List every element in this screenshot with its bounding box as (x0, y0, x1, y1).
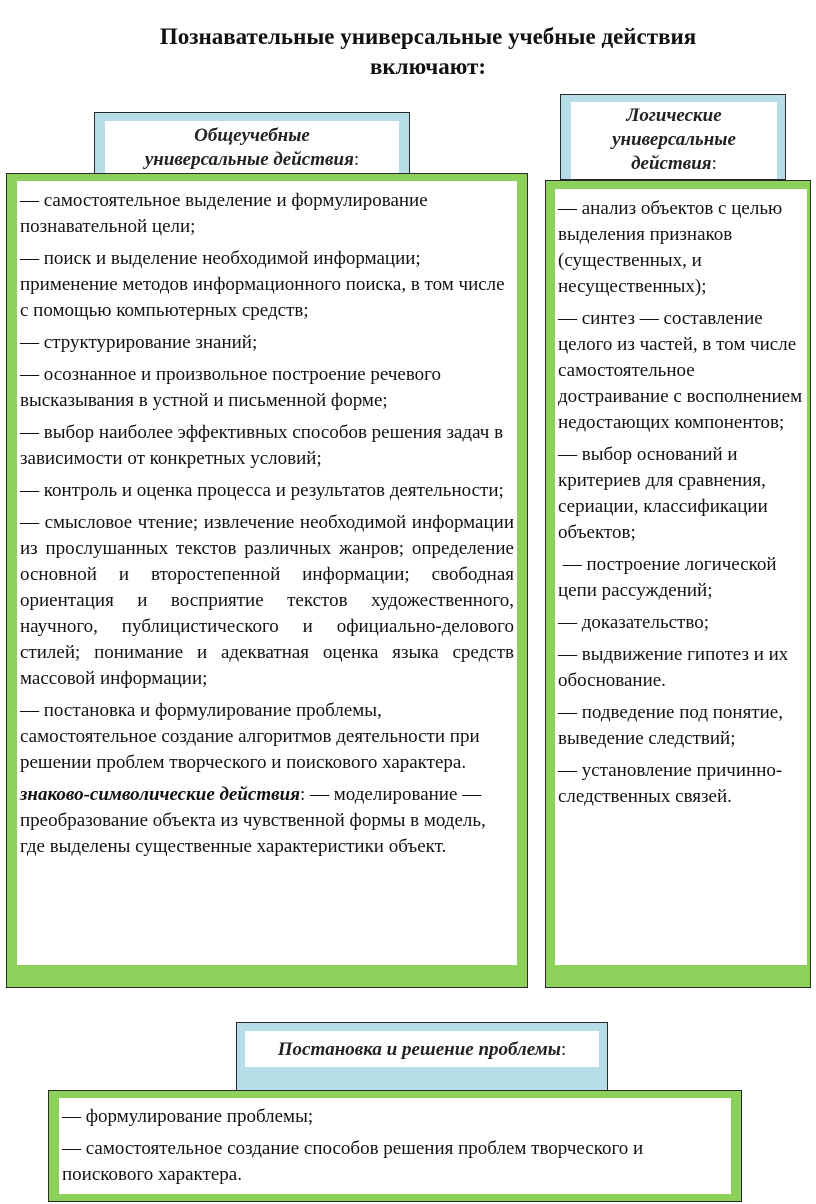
logical-actions-box (545, 180, 811, 988)
page-title-line1: Познавательные универсальные учебные действия (159, 24, 697, 49)
general-item-6: — контроль и оценка процесса и результатов деятельности; (20, 480, 504, 501)
logical-item-3: — выбор оснований и критериев для сравнения, сериации, классификации объектов; (558, 444, 768, 543)
page-title (0, 22, 816, 82)
general-item-5: — выбор наиболее эффективных способов решения задач в зависимости от конкретных условий; (20, 422, 504, 469)
general-actions-header (94, 112, 410, 176)
sign-actions-label: знаково-символические действия (20, 784, 300, 805)
logical-header-line1: Логические (626, 105, 722, 126)
problem-header-label: Постановка и решение проблемы (277, 1039, 561, 1060)
problem-header (236, 1022, 608, 1092)
general-item-8: — постановка и формулирование проблемы, самостоятельное создание алгоритмов деятельности при решении проблем творческого и поискового характера. (20, 700, 480, 773)
general-header-line1: Общеучебные (194, 125, 310, 146)
problem-item-2: — самостоятельное создание способов решения проблем творческого и поискового характера. (62, 1138, 644, 1185)
logical-item-5: — доказательство; (558, 612, 709, 633)
general-header-colon: : (353, 149, 360, 170)
general-item-1: — самостоятельное выделение и формулирование познавательной цели; (20, 190, 428, 237)
logical-item-6: — выдвижение гипотез и их обоснование. (558, 644, 789, 691)
page-title-line2: включают: (370, 54, 486, 79)
problem-item-1: — формулирование проблемы; (62, 1106, 314, 1127)
general-item-7: — смысловое чтение; извлечение необходимой информации из прослушанных текстов различных жанров; определение основной и второстепенной информации; свободная ориентация и восприятие текстов художественного, научного, публицистического и официально-делового стилей; понимание и адекватная оценка языка средств массовой информации; (20, 512, 514, 689)
sign-actions-text: : — моделирование — преобразование объекта из чувственной формы в модель, где выделены существенные характеристики объект. (20, 784, 486, 857)
logical-item-1: — анализ объектов с целью выделения признаков (существенных, и несущественных); (558, 198, 783, 297)
logical-item-7: — подведение под понятие, выведение следствий; (558, 702, 783, 749)
logical-header-colon: : (711, 153, 717, 174)
problem-header-colon: : (560, 1039, 567, 1060)
logical-header-line2: универсальные (612, 129, 736, 150)
general-item-2: — поиск и выделение необходимой информации; применение методов информационного поиска, в том числе с помощью компьютерных средств; (20, 248, 505, 321)
general-actions-box (6, 173, 528, 988)
logical-item-8: — установление причинно-следственных связей. (558, 760, 783, 807)
general-item-sign (20, 782, 514, 860)
general-item-4: — осознанное и произвольное построение речевого высказывания в устной и письменной форме; (20, 364, 441, 411)
logical-item-4: — построение логической цепи рассуждений; (558, 554, 782, 601)
general-item-3: — структурирование знаний; (20, 332, 258, 353)
logical-item-2: — синтез — составление целого из частей, в том числе самостоятельное достраивание с восполнением недостающих компонентов; (558, 308, 803, 433)
logical-header-line3: действия (631, 153, 712, 174)
problem-box (48, 1090, 742, 1202)
general-header-line2: универсальные действия (144, 149, 354, 170)
logical-actions-header (560, 94, 786, 180)
